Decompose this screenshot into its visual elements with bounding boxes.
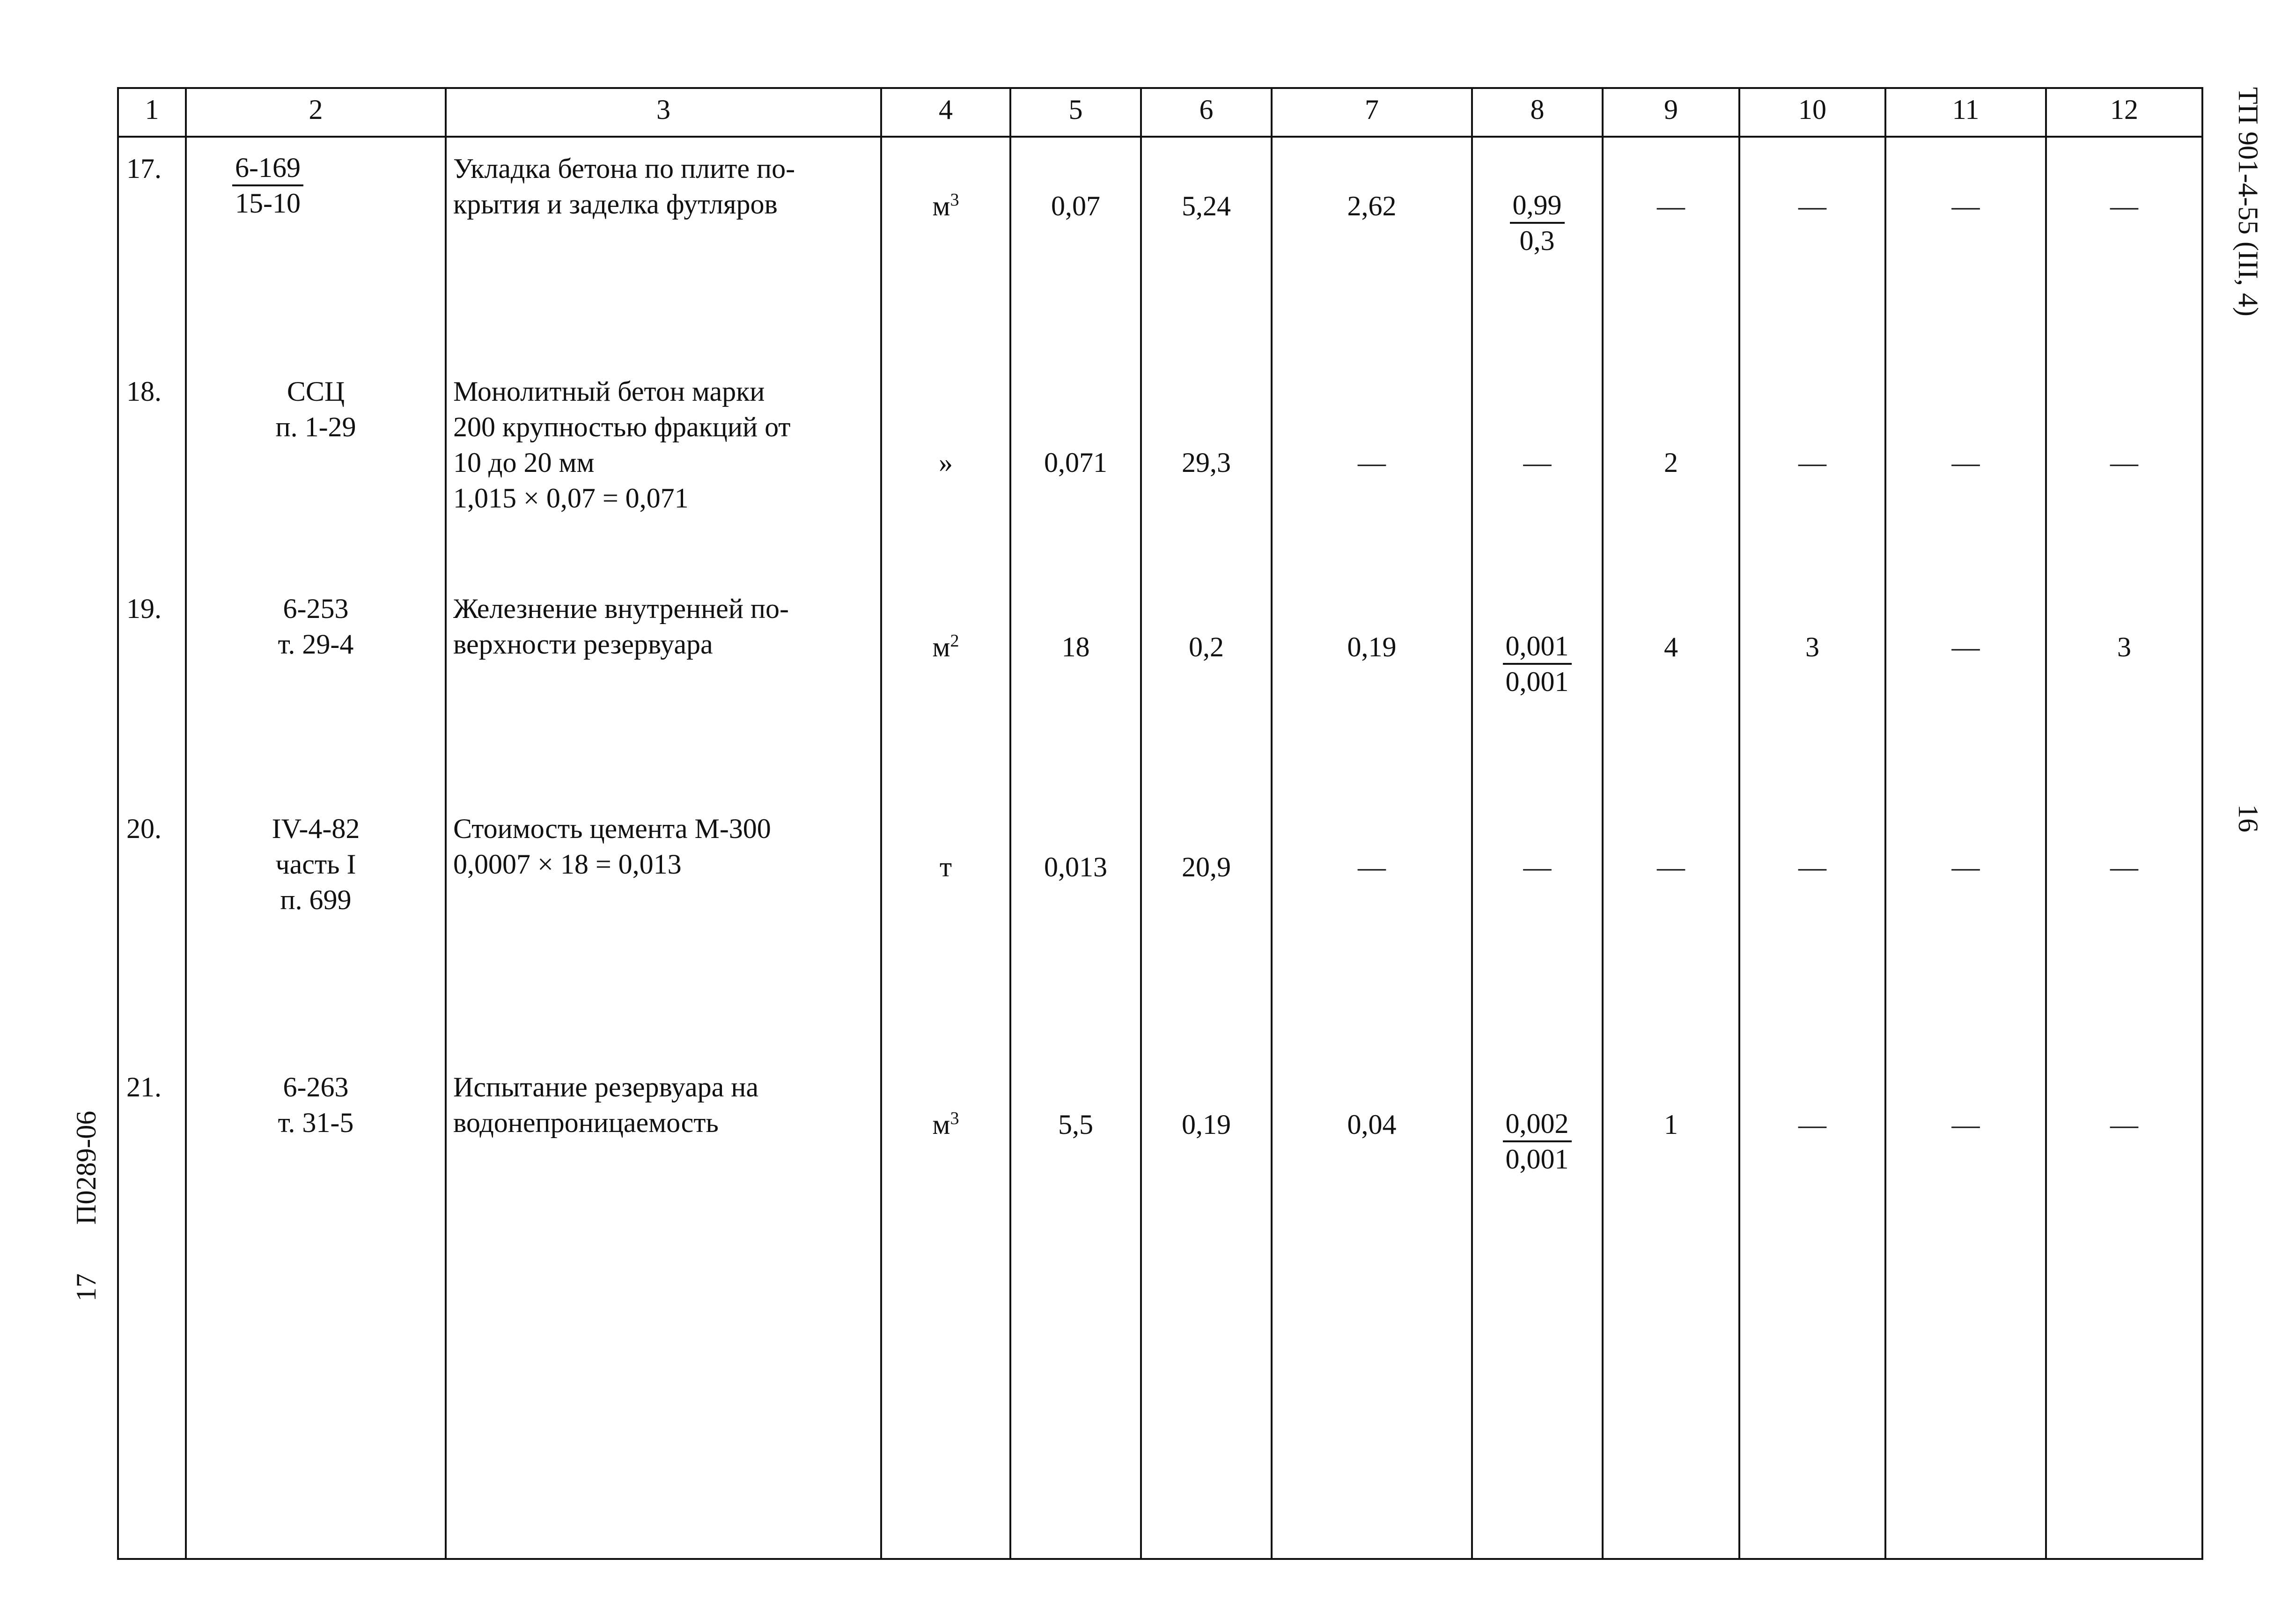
table-border-top [117,87,2203,89]
row-number: 18. [126,376,162,407]
description-line: водонепроницаемость [453,1107,719,1138]
column-8-fraction [1481,629,1593,698]
unit-exponent: 3 [950,1109,959,1128]
col-divider-8 [1602,87,1604,1560]
work-description [453,591,875,662]
column-7-value: 2,62 [1347,191,1397,221]
col-header-5: 5 [1068,94,1083,125]
unit-cost: 5,24 [1182,191,1231,221]
fraction-numerator: 0,99 [1510,188,1565,224]
description-line: Испытание резервуара на [453,1072,759,1102]
reference-line: п. 1-29 [275,412,356,442]
unit-exponent: 2 [950,631,959,651]
unit [882,188,1009,224]
unit-text: м [932,632,950,662]
column-10-value: — [1798,191,1826,221]
fraction-denominator: 0,001 [1505,1144,1569,1175]
column-9-value: 1 [1664,1109,1678,1140]
description-line: 10 до 20 мм [453,447,595,478]
col-header-6: 6 [1199,94,1214,125]
reference-numerator: 6-169 [232,151,303,186]
unit-text: м [932,191,950,221]
unit-cost: 20,9 [1182,852,1231,882]
description-line: 200 крупностью фракций от [453,412,791,442]
row-number: 20. [126,813,162,844]
reference-line: часть I [275,849,356,880]
unit: » [939,447,953,478]
column-8-value: — [1523,852,1552,882]
header-divider [117,136,2203,138]
quantity: 5,5 [1058,1109,1093,1140]
col-header-4: 4 [939,94,953,125]
table-border-left [117,87,119,1560]
row-number: 17. [126,153,162,184]
column-8-fraction [1481,188,1593,257]
work-description [453,151,875,222]
col-divider-6 [1271,87,1273,1560]
col-divider-9 [1738,87,1740,1560]
description-line: 1,015 × 0,07 = 0,071 [453,483,689,514]
col-divider-4 [1009,87,1011,1560]
reference-line: т. 29-4 [278,629,354,660]
col-header-8: 8 [1530,94,1545,125]
reference-fraction [221,151,315,220]
col-divider-3 [880,87,882,1560]
col-header-2: 2 [309,94,323,125]
column-8-value: — [1523,447,1552,478]
col-divider-5 [1140,87,1142,1560]
reference-code [187,1069,445,1140]
document-code-left: П0289-06 [71,1110,102,1225]
reference-code [187,591,445,662]
column-7-value: 0,19 [1347,632,1397,662]
work-description [453,1069,875,1140]
reference-line: 6-253 [283,593,349,624]
reference-line: ССЦ [287,376,345,407]
column-10-value: — [1798,447,1826,478]
row-number: 19. [126,593,162,624]
description-line: верхности резервуара [453,629,713,660]
col-header-10: 10 [1798,94,1826,125]
column-10-value: — [1798,852,1826,882]
col-header-9: 9 [1664,94,1678,125]
reference-code [187,811,445,918]
column-7-value: — [1358,852,1386,882]
work-description [453,374,875,516]
column-12-value: — [2110,852,2138,882]
fraction-denominator: 0,3 [1519,225,1555,256]
unit: т [939,852,952,882]
col-header-11: 11 [1952,94,1980,125]
quantity: 18 [1061,632,1090,662]
reference-line: 6-263 [283,1072,349,1102]
column-11-value: — [1951,447,1980,478]
document-code-right: ТП 901-4-55 (III, 4) [2233,87,2264,316]
work-description [453,811,875,882]
reference-line: IV-4-82 [272,813,360,844]
column-10-value: 3 [1805,632,1819,662]
description-line: Монолитный бетон марки [453,376,765,407]
column-12-value: 3 [2117,632,2131,662]
table-border-bottom [117,1558,2203,1560]
description-line: крытия и заделка футляров [453,189,778,220]
quantity: 0,07 [1051,191,1100,221]
col-header-7: 7 [1365,94,1379,125]
reference-denominator: 15-10 [235,188,301,219]
column-12-value: — [2110,1109,2138,1140]
column-7-value: — [1358,447,1386,478]
unit-text: м [932,1109,950,1140]
column-12-value: — [2110,447,2138,478]
page-number-right: 16 [2233,804,2264,832]
fraction-numerator: 0,002 [1503,1107,1572,1142]
column-11-value: — [1951,191,1980,221]
column-10-value: — [1798,1109,1826,1140]
column-8-fraction [1481,1107,1593,1176]
unit-cost: 0,19 [1182,1109,1231,1140]
fraction-denominator: 0,001 [1505,666,1569,697]
column-9-value: — [1657,191,1685,221]
reference-line: п. 699 [280,884,352,915]
unit-cost: 0,2 [1189,632,1224,662]
col-divider-11 [2045,87,2047,1560]
col-header-3: 3 [656,94,670,125]
col-divider-10 [1884,87,1886,1560]
description-line: Стоимость цемента М-300 [453,813,771,844]
reference-code [187,374,445,445]
column-11-value: — [1951,852,1980,882]
column-9-value: 4 [1664,632,1678,662]
column-9-value: — [1657,852,1685,882]
col-divider-7 [1471,87,1473,1560]
description-line: Укладка бетона по плите по- [453,153,795,184]
description-line: 0,0007 × 18 = 0,013 [453,849,682,880]
column-11-value: — [1951,632,1980,662]
unit [882,629,1009,665]
col-divider-2 [445,87,447,1560]
column-11-value: — [1951,1109,1980,1140]
quantity: 0,013 [1044,852,1107,882]
col-header-1: 1 [145,94,159,125]
column-9-value: 2 [1664,447,1678,478]
page-number-left: 17 [71,1273,102,1301]
table-border-right [2201,87,2203,1560]
column-7-value: 0,04 [1347,1109,1397,1140]
reference-line: т. 31-5 [278,1107,354,1138]
unit [882,1107,1009,1142]
description-line: Железнение внутренней по- [453,593,789,624]
row-number: 21. [126,1072,162,1102]
quantity: 0,071 [1044,447,1107,478]
fraction-numerator: 0,001 [1503,629,1572,665]
unit-cost: 29,3 [1182,447,1231,478]
unit-exponent: 3 [950,190,959,210]
column-12-value: — [2110,191,2138,221]
col-header-12: 12 [2110,94,2138,125]
